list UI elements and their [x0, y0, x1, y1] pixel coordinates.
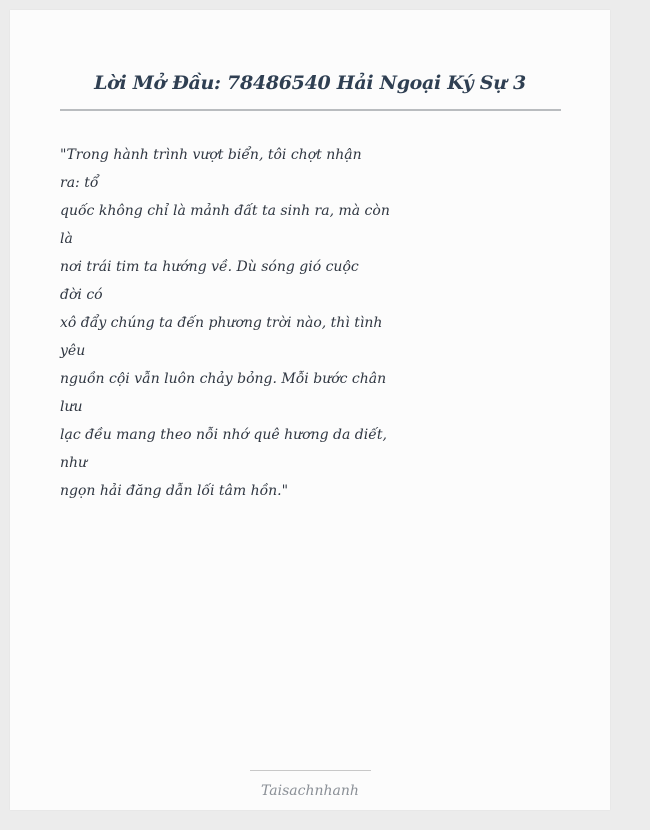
body-line: lưu [60, 399, 83, 415]
footer-brand: Taisachnhanh [261, 783, 359, 799]
body-line: như [60, 455, 88, 471]
body-line: ngọn hải đăng dẫn lối tâm hồn." [60, 483, 289, 499]
document-page [10, 10, 610, 810]
footer-divider [250, 770, 371, 771]
body-line: "Trong hành trình vượt biển, tôi chợt nhận [60, 147, 362, 163]
body-line: đời có [60, 287, 103, 303]
body-line: là [60, 231, 73, 247]
body-line: quốc không chỉ là mảnh đất ta sinh ra, mà còn [60, 203, 390, 219]
document-title: Lời Mở Đầu: 78486540 Hải Ngoại Ký Sự 3 [94, 72, 526, 94]
body-line: yêu [60, 343, 86, 359]
body-line: nguồn cội vẫn luôn chảy bỏng. Mỗi bước chân [60, 371, 387, 387]
body-line: xô đẩy chúng ta đến phương trời nào, thì tình [60, 315, 383, 331]
title-divider [60, 109, 561, 111]
body-line: lạc đều mang theo nỗi nhớ quê hương da diết, [60, 427, 387, 443]
body-line: nơi trái tim ta hướng về. Dù sóng gió cuộc [60, 259, 359, 275]
body-line: ra: tổ [60, 175, 99, 191]
document-body [60, 141, 390, 505]
